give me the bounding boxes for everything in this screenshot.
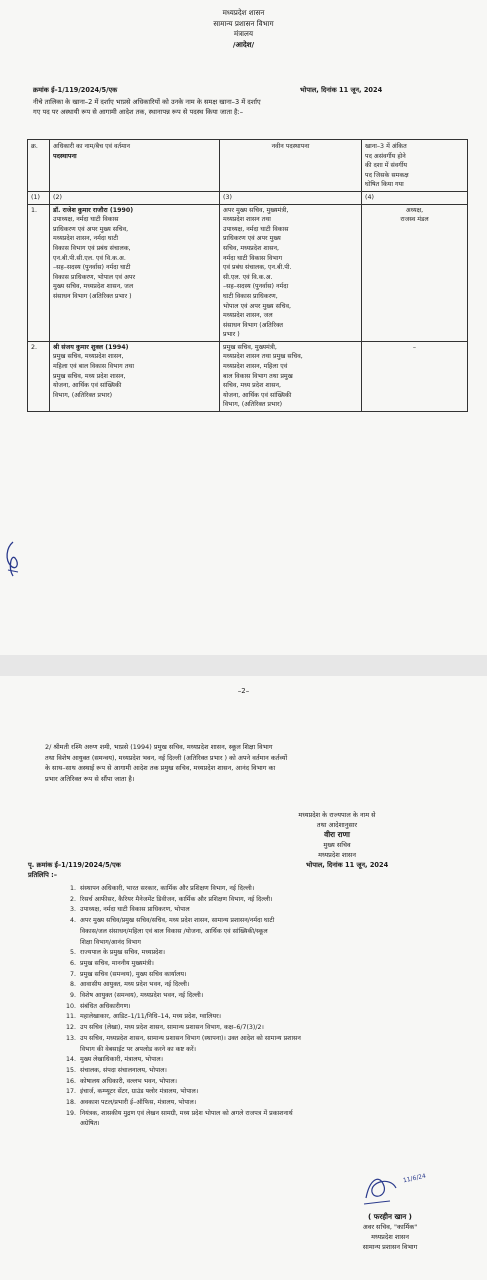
list-item: 3. उपाध्यक्ष, नर्मदा घाटी विकास प्राधिकरण, भोपाल [69, 906, 190, 914]
letterhead [0, 8, 487, 50]
header-remarks: खाना–3 में अंकित पद असंवर्गीय होने की दशा में संवर्गीय पद जिसके समकक्ष घोषित किया गया [362, 140, 468, 192]
list-item: 19. नियंत्रक, शासकीय मुद्रण एवं लेखन सामग्री, मध्य प्रदेश भोपाल को अगले राजपत्र में प्रकाशनार्थ अग्रेषित। [65, 1109, 293, 1128]
list-item: 10. संबंधित अधिकारीगण। [65, 1002, 131, 1010]
page-separator [0, 655, 487, 676]
list-item: 9. विशेष आयुक्त (समन्वय), मध्यप्रदेश भवन, नई दिल्ली। [69, 992, 204, 1000]
copy-distribution-list [66, 884, 476, 1130]
header-officer: अधिकारी का नाम/बैच एवं वर्तमान पदस्थापना [50, 140, 220, 192]
colnum-1: (1) [28, 191, 50, 204]
list-item: 12. उप सचिव (लेखा), मध्य प्रदेश शासन, सामान्य प्रशासन विभाग, कक्ष–6/7(3)/2। [65, 1024, 264, 1032]
intro-line-1: नीचे तालिका के खाना–2 में दर्शाए भाप्रसे अधिकारियों को उनके नाम के समक्ष खाना–3 में दर्शाए [33, 98, 261, 106]
letterhead-office: मंत्रालय [233, 29, 254, 38]
colnum-3: (3) [220, 191, 362, 204]
para-2: 2/ श्रीमती रश्मि अरुण शमी, भाप्रसे (1994) प्रमुख सचिव, मध्यप्रदेश शासन, स्कूल शिक्षा विभाग तथा विशेष आयुक्त (समन्वय), मध्यप्रदेश भवन, नई दिल्ली (अतिरिक्त प्रभार ) को अपने वर्तमान कर्तव्यों के साथ–साथ अस्थाई रूप से आगामी आदेश तक प्रमुख सचिव, मध्यप्रदेश शासन, आनंद विभाग का प्रभार अतिरिक्त रूप से सौंपा जाता है। [45, 743, 288, 783]
copy-to-heading: प्रतिलिपि :– [28, 871, 58, 879]
row-sno: 2. [28, 341, 50, 411]
list-item: 8. आवासीय आयुक्त, मध्य प्रदेश भवन, नई दिल्ली। [69, 981, 190, 989]
endorsement-number: पृ. क्रमांक ई–1/119/2024/5/एक [28, 861, 121, 869]
handwritten-signature [360, 1168, 412, 1208]
list-item: 2. रिसर्च आफीसर, कैरियर मैनेजमेंट डिवीजन, कार्मिक और प्रशिक्षण विभाग, नई दिल्ली। [69, 895, 273, 903]
row-new-post: प्रमुख सचिव, मुख्यमंत्री, मध्यप्रदेश शासन तथा प्रमुख सचिव, मध्यप्रदेश शासन, महिला एवं बाल विकास विभाग तथा प्रमुख सचिव, मध्य प्रदेश शासन, योजना, आर्थिक एवं सांख्यिकी विभाग, (अतिरिक्त प्रभार) [220, 341, 362, 411]
colnum-4: (4) [362, 191, 468, 204]
officer-signature-block: ( फरहीन खान ) अवर सचिव, "कार्मिक" मध्यप्रदेश शासन सामान्य प्रशासन विभाग [330, 1212, 450, 1252]
list-item: 16. कोषालय अधिकारी, वल्लभ भवन, भोपाल। [65, 1077, 178, 1085]
list-item: 18. अवकाश पटल/प्रभारी ई–ऑफिस, मंत्रालय, भोपाल। [65, 1099, 197, 1107]
officer-name: ( फरहीन खान ) [368, 1212, 412, 1221]
row-remarks: अध्यक्ष, राजस्व मंडल [362, 204, 468, 341]
order-number: क्रमांक ई–1/119/2024/5/एक [33, 86, 118, 94]
governor-signature-block: मध्यप्रदेश के राज्यपाल के नाम से तथा आदेशानुसार वीरा राणा मुख्य सचिव मध्यप्रदेश शासन [262, 810, 412, 860]
intro-line-2: गए पद पर अस्थायी रूप से आगामी आदेश तक, स्थानापन्न रूप से पदस्थ किया जाता है:– [33, 108, 244, 116]
list-item: 5. राज्यपाल के प्रमुख सचिव, मध्यप्रदेश। [69, 949, 166, 957]
table-row [28, 341, 468, 411]
list-item: 13. उप सचिव, मध्यप्रदेश शासन, सामान्य प्रशासन विभाग (स्थापना)। उक्त आदेश को सामान्य प्रशासन विभाग की वेबसाईट पर अपलोड करने का कष्ट करें। [65, 1034, 301, 1053]
row-officer: श्री संजय कुमार शुक्ल (1994) प्रमुख सचिव, मध्यप्रदेश शासन, महिला एवं बाल विकास विभाग तथा प्रमुख सचिव, मध्य प्रदेश शासन, योजना, आर्थिक एवं सांख्यिकी विभाग, (अतिरिक्त प्रभार) [50, 341, 220, 411]
row-officer: डॉ. राजेश कुमार राजौरा (1990) उपाध्यक्ष, नर्मदा घाटी विकास प्राधिकरण एवं अपर मुख्य सचिव, मध्यप्रदेश शासन, नर्मदा घाटी विकास विभाग एवं प्रबंध संचालक, एन.बी.पी.सी.एल. एवं वि.क.अ. –सह–सदस्य (पुनर्वास) नर्मदा घाटी विकास प्राधिकरण, भोपाल एवं अपर मुख्य सचिव, मध्यप्रदेश शासन, जल संसाधन विभाग (अतिरिक्त प्रभार ) [50, 204, 220, 341]
chief-secretary-name: वीरा राणा [324, 830, 350, 839]
list-item: 6. प्रमुख सचिव, माननीय मुख्यमंत्री। [69, 959, 154, 967]
letterhead-state: मध्यप्रदेश शासन [222, 8, 265, 17]
list-item: 14. मुख्य लेखाधिकारी, मंत्रालय, भोपाल। [65, 1056, 164, 1064]
row-remarks: – [362, 341, 468, 411]
list-item: 17. इंचार्ज, कम्प्यूटर सेंटर, ग्राउंड फ्लोर मंत्रालय, भोपाल। [65, 1088, 199, 1096]
list-item: 7. प्रमुख सचिव (समन्वय), मुख्य सचिव कार्यालय। [69, 970, 187, 978]
column-number-row [28, 191, 468, 204]
order-date: भोपाल, दिनांक 11 जून, 2024 [300, 86, 383, 94]
colnum-2: (2) [50, 191, 220, 204]
page-number: –2– [237, 687, 250, 695]
header-sno: क्र. [28, 140, 50, 192]
table-header-row [28, 140, 468, 192]
list-item: 11. महालेखाकार, आडिट–1/11/निधि–14, मध्य प्रदेश, ग्वालियर। [65, 1013, 222, 1021]
list-item: 1. संस्थापन अधिकारी, भारत सरकार, कार्मिक और प्रशिक्षण विभाग, नई दिल्ली। [69, 885, 255, 892]
list-item: 15. संचालक, संपदा संचालनालय, भोपाल। [65, 1066, 167, 1074]
list-item: 4. अपर मुख्य सचिव/प्रमुख सचिव/सचिव, मध्य प्रदेश शासन, सामान्य प्रशासन/नर्मदा घाटी विकास/जल संसाधन/महिला एवं बाल विकास /योजना, आर्थिक एवं सांख्यिकी/स्कूल शिक्षा विभाग/आनंद विभाग [69, 917, 275, 946]
row-new-post: अपर मुख्य सचिव, मुख्यमंत्री, मध्यप्रदेश शासन तथा उपाध्यक्ष, नर्मदा घाटी विकास प्राधिकरण एवं अपर मुख्य सचिव, मध्यप्रदेश शासन, नर्मदा घाटी विकास विभाग एवं प्रबंध संचालक, एन.बी.पी. सी.एल. एवं वि.क.अ. –सह–सदस्य (पुनर्वास) नर्मदा घाटी विकास प्राधिकरण, भोपाल एवं अपर मुख्य सचिव, मध्यप्रदेश शासन, जल संसाधन विभाग (अतिरिक्त प्रभार ) [220, 204, 362, 341]
table-row [28, 204, 468, 341]
order-page-2 [0, 676, 487, 1280]
letterhead-department: सामान्य प्रशासन विभाग [213, 18, 274, 28]
endorsement-date: भोपाल, दिनांक 11 जून, 2024 [306, 861, 389, 869]
handwritten-date: 11/6/24 [402, 1172, 427, 1185]
posting-table [27, 139, 468, 412]
initials-scribble [2, 540, 24, 580]
row-sno: 1. [28, 204, 50, 341]
header-new-post: नवीन पदस्थापना [220, 140, 362, 192]
order-heading: /आदेश/ [232, 39, 255, 49]
